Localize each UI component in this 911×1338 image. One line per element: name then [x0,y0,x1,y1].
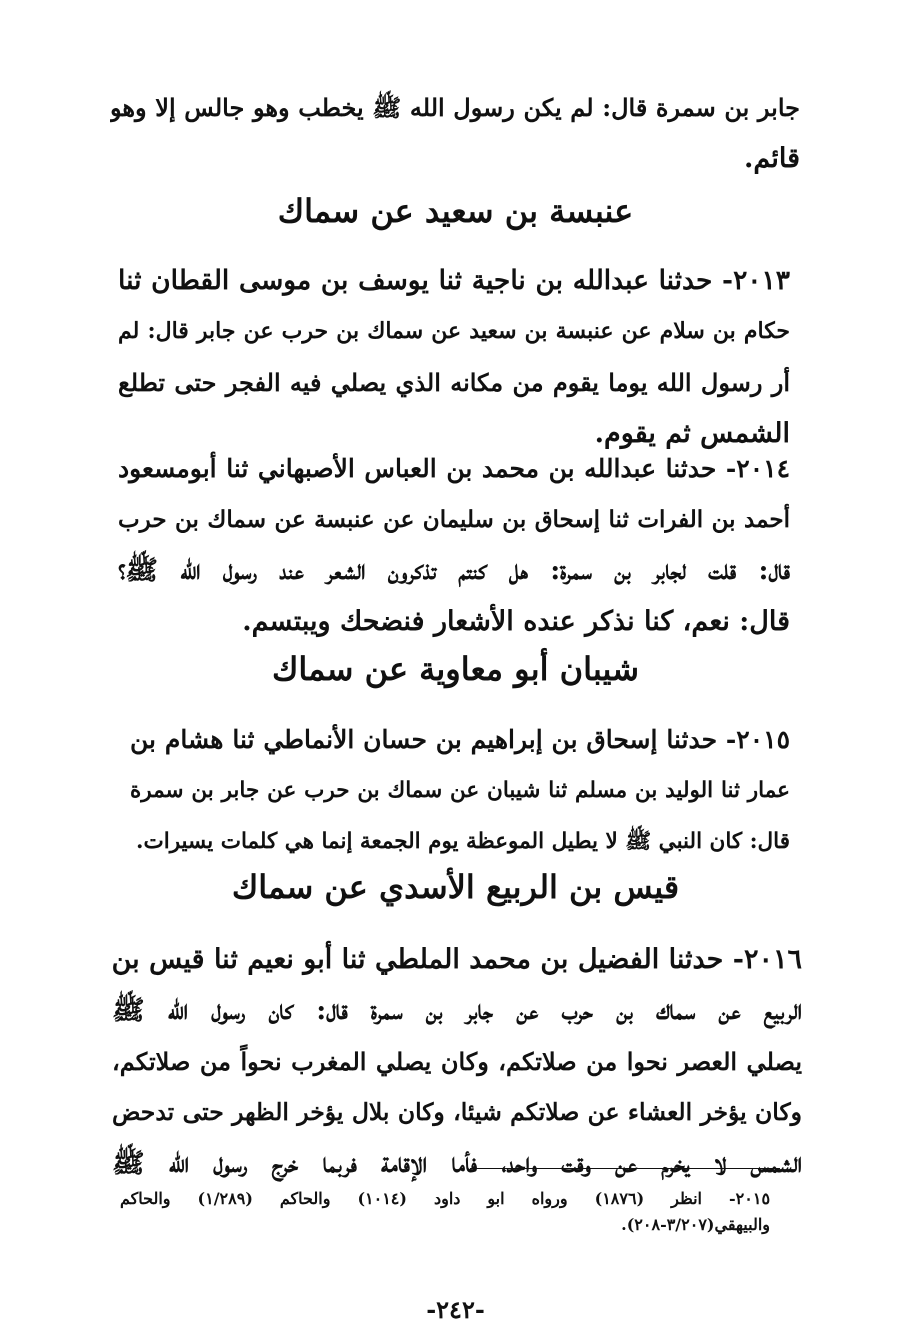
section-heading: قيس بن الربيع الأسدي عن سماك [231,868,680,906]
text-line: الشمس ثم يقوم. [594,418,790,449]
text-line: الشمس لا يخرم عن وقت واحد، فأما الإقامة فربما خرج رسول الله ﷺ [112,1148,802,1179]
footnote [120,1186,770,1238]
text-line: حكام بن سلام عن عنبسة بن سعيد عن سماك بن حرب عن جابر قال: لم [118,318,790,344]
text-line: يصلي العصر نحوا من صلاتكم، وكان يصلي المغرب نحواً من صلاتكم، [112,1047,802,1076]
text-line: أر رسول الله يوما يقوم من مكانه الذي يصلي فيه الفجر حتى تطلع [118,368,790,397]
text-line: ٢٠١٤- حدثنا عبدالله بن محمد بن العباس الأصبهاني ثنا أبومسعود [118,454,790,483]
text-line: قال: نعم، كنا نذكر عنده الأشعار فنضحك ويبتسم. [242,606,790,637]
text-line: ٢٠١٥- حدثنا إسحاق بن إبراهيم بن حسان الأنماطي ثنا هشام بن [130,725,790,754]
text-line: قال: كان النبي ﷺ لا يطيل الموعظة يوم الجمعة إنما هي كلمات يسيرات. [136,829,790,854]
text-line: الربيع عن سماك بن حرب عن جابر بن سمرة قال: كان رسول الله ﷺ [112,995,802,1026]
section-heading: عنبسة بن سعيد عن سماك [277,192,634,230]
hadith-2015 [130,714,790,867]
text-line: قائم. [743,143,800,174]
text-line: ٢٠١٦- حدثنا الفضيل بن محمد الملطي ثنا أبو نعيم ثنا قيس بن [112,944,802,975]
text-line: عمار ثنا الوليد بن مسلم ثنا شيبان عن سماك بن حرب عن جابر بن سمرة [130,778,790,803]
hadith-2014 [118,443,790,647]
hadith-2013 [118,255,790,459]
text-line: جابر بن سمرة قال: لم يكن رسول الله ﷺ يخطب وهو جالس إلا وهو [110,93,800,122]
text-line: قال: قلت لجابر بن سمرة: هل كنتم تذكرون الشعر عند رسول الله ﷺ؟ [118,555,790,586]
hadith-2016 [112,934,802,1189]
footnote-line: ٢٠١٥- انظر (١٨٧٦) ورواه ابو داود (١٠١٤) والحاكم (١/٢٨٩) والحاكم [120,1189,770,1208]
text-line: ٢٠١٣- حدثنا عبدالله بن ناجية ثنا يوسف بن موسى القطان ثنا [118,265,790,296]
page-number: -٢٤٢- [426,1295,485,1324]
text-line: وكان يؤخر العشاء عن صلاتكم شيئا، وكان بلال يؤخر الظهر حتى تدحض [112,1098,802,1126]
footnote-separator [470,1168,780,1169]
footnote-line: والبيهقي(٣/٢٠٧-٢٠٨). [621,1215,770,1234]
section-heading: شيبان أبو معاوية عن سماك [272,650,639,688]
intro-paragraph [110,82,800,184]
text-line: أحمد بن الفرات ثنا إسحاق بن سليمان عن عنبسة عن سماك بن حرب [118,506,790,533]
